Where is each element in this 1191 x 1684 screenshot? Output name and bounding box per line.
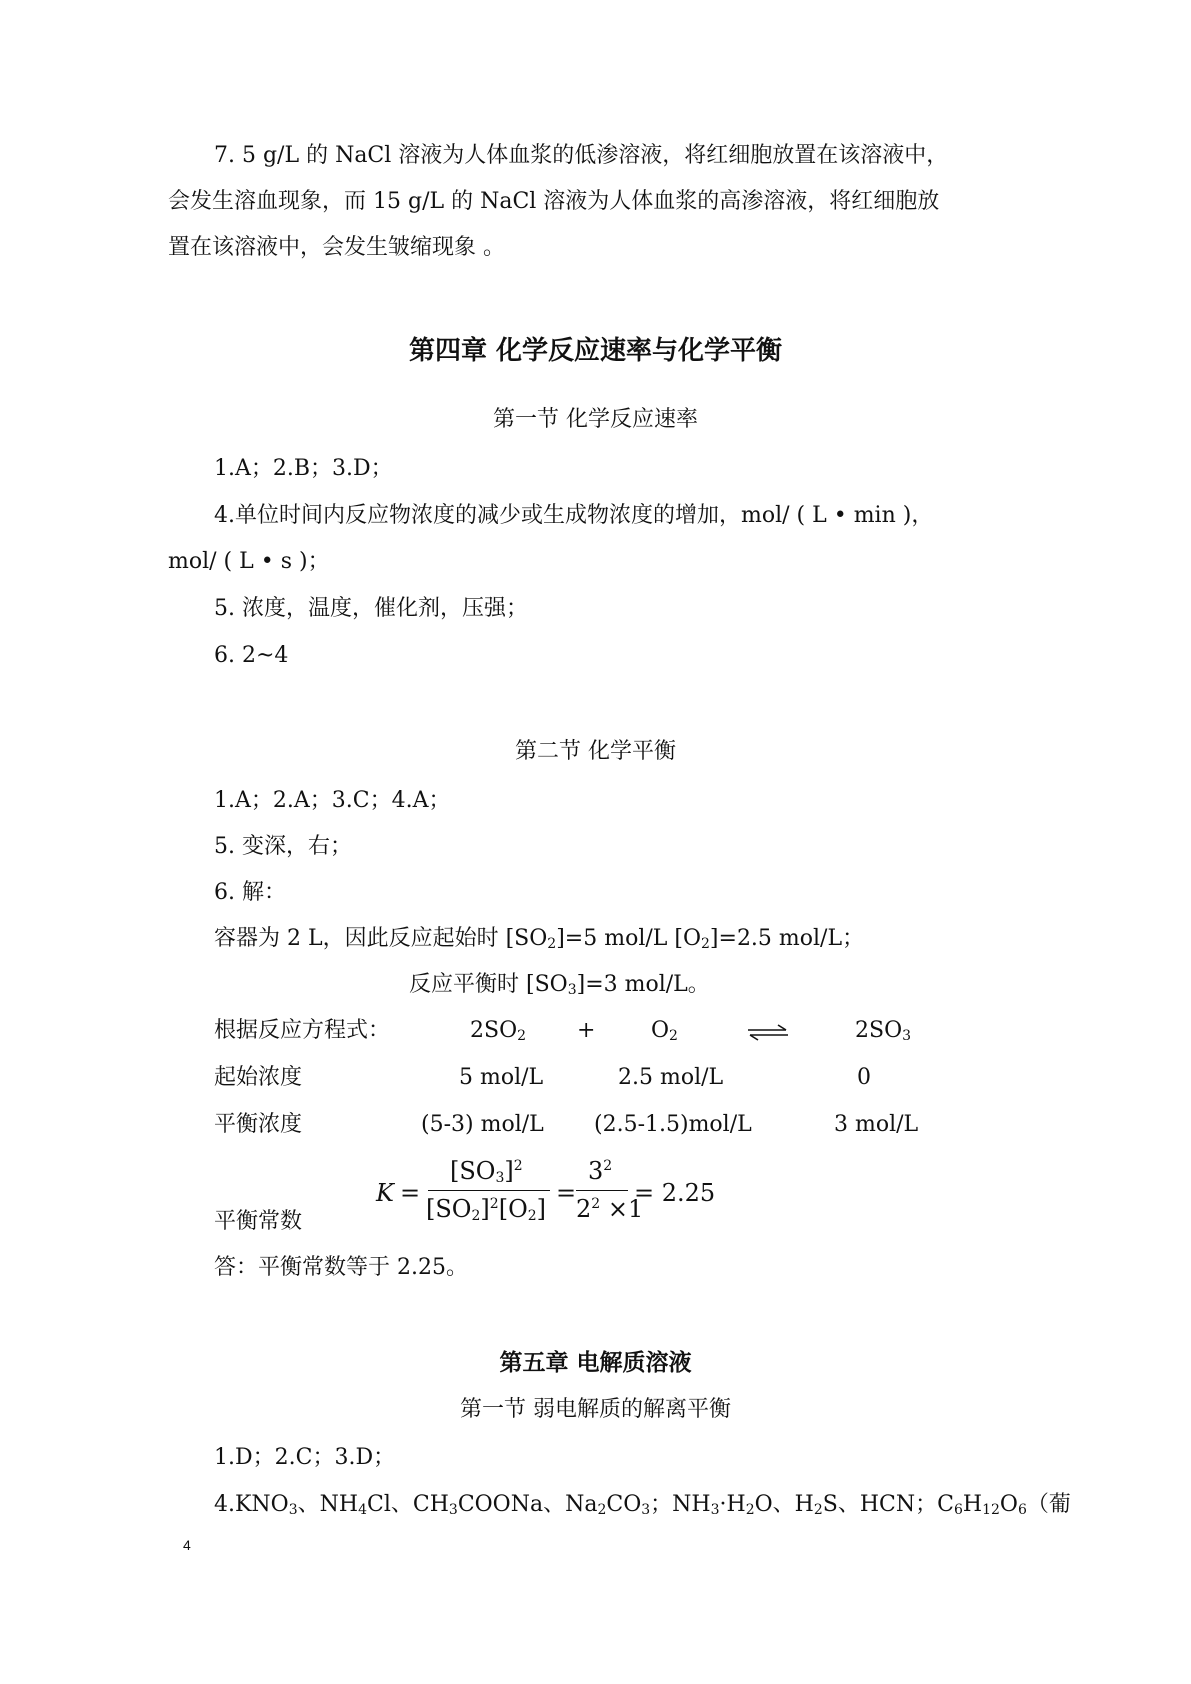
value-cell: 0 <box>857 1065 871 1090</box>
equals-sign: = <box>556 1179 577 1207</box>
answer-line: mol/ ( L • s )； <box>168 549 330 574</box>
row-label: 平衡常数 <box>214 1209 303 1234</box>
text-line: 7. 5 g/L 的 NaCl 溶液为人体血浆的低渗溶液，将红细胞放置在该溶液中， <box>214 143 949 168</box>
answer-line: $4.KNO_3$、$NH_4Cl$、$CH_3COONa$、$Na_2CO_3$；$NH_3\cdot H_2O$、$H_2S$、HCN；$C_6H_{12}O_6$（葡 <box>214 1492 1071 1518</box>
text-fragment: ]=2.5 mol/L； <box>709 926 865 951</box>
value-cell: 2.5 mol/L <box>618 1065 724 1090</box>
fraction-bar <box>428 1190 550 1191</box>
species: $2SO_2$ <box>470 1018 527 1044</box>
equation-label: 根据反应方程式： <box>214 1018 391 1043</box>
species: $O_2$ <box>651 1018 678 1044</box>
chapter-title: 第四章 化学反应速率与化学平衡 <box>408 336 783 366</box>
answer-line: 答：平衡常数等于 2.25。 <box>214 1255 468 1280</box>
row-label: 起始浓度 <box>214 1065 303 1090</box>
section-title: 第一节 弱电解质的解离平衡 <box>460 1397 731 1422</box>
text-fragment: 容器为 2 L，因此反应起始时 [SO <box>214 926 548 951</box>
condition-line: 反应平衡时 $[SO_3]=3$ mol/L。 <box>409 972 710 998</box>
species: $2SO_3$ <box>855 1018 912 1044</box>
answer-line: 4.单位时间内反应物浓度的减少或生成物浓度的增加，mol/ ( L • min )， <box>214 503 934 528</box>
answer-line: 6. 解： <box>214 880 286 905</box>
text-line: 会发生溶血现象，而 15 g/L 的 NaCl 溶液为人体血浆的高渗溶液，将红细胞放 <box>168 189 940 214</box>
k-symbol: K <box>376 1179 394 1207</box>
equals-sign: = <box>400 1179 421 1207</box>
value-cell: (2.5-1.5)mol/L <box>594 1112 752 1137</box>
chapter-title: 第五章 电解质溶液 <box>499 1350 692 1376</box>
answer-line: 1.A；2.A；3.C；4.A； <box>214 788 451 813</box>
numerator: $[SO_3]^2$ <box>450 1157 523 1186</box>
condition-line: 容器为 2 L，因此反应起始时 $[SO_2]=5$ mol/L $[O_2]=2.5$ mol/L； <box>214 926 865 952</box>
numerator: $3^2$ <box>588 1157 613 1185</box>
value-cell: 5 mol/L <box>459 1065 544 1090</box>
text-fragment: ]=3 mol/L。 <box>576 972 710 997</box>
section-title: 第一节 化学反应速率 <box>493 407 698 432</box>
section-title: 第二节 化学平衡 <box>515 739 676 764</box>
answer-line: 6. 2~4 <box>214 643 289 668</box>
row-label: 平衡浓度 <box>214 1112 303 1137</box>
denominator: $[SO_2]^2[O_2]$ <box>426 1195 547 1224</box>
answer-line: 1.D；2.C；3.D； <box>214 1445 396 1470</box>
equilibrium-constant-formula <box>376 1156 716 1226</box>
text-fragment: ]=5 mol/L [O <box>556 926 701 951</box>
text-fragment: 反应平衡时 [SO <box>409 972 568 997</box>
fraction-bar <box>576 1190 628 1191</box>
equilibrium-arrow-icon <box>746 1024 790 1042</box>
answer-line: 5. 变深，右； <box>214 834 352 859</box>
k-result: = 2.25 <box>634 1179 716 1207</box>
answer-line: 5. 浓度，温度，催化剂，压强； <box>214 596 528 621</box>
text-line: 置在该溶液中，会发生皱缩现象 。 <box>168 235 505 260</box>
value-cell: (5-3) mol/L <box>421 1112 544 1137</box>
value-cell: 3 mol/L <box>834 1112 919 1137</box>
answer-line: 1.A；2.B；3.D； <box>214 456 393 481</box>
denominator: $2^2 \times 1$ <box>576 1195 644 1223</box>
page-number: 4 <box>183 1537 191 1553</box>
plus-sign: + <box>577 1018 596 1043</box>
